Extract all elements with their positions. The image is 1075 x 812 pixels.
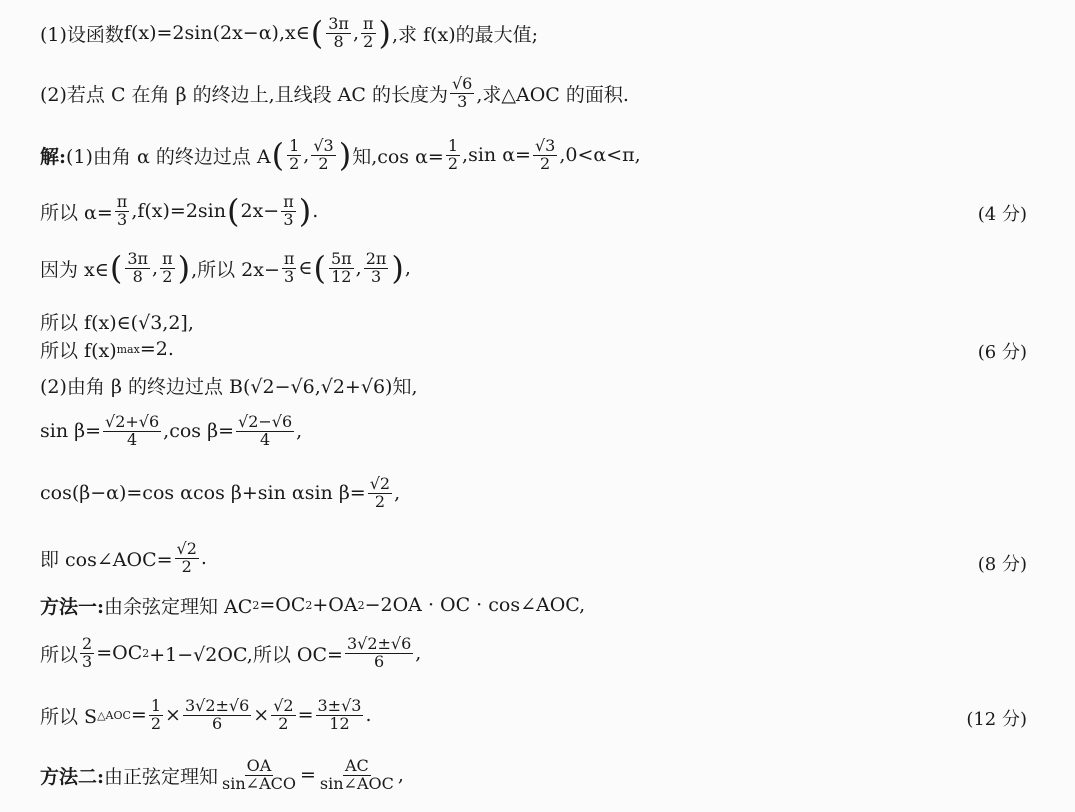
fraction bbox=[175, 538, 199, 576]
text: 因为 x∈ bbox=[40, 258, 109, 281]
text: (1)由角 α 的终边过点 A bbox=[66, 145, 271, 168]
q1-suffix: ,求 f(x)的最大值; bbox=[392, 23, 539, 46]
denominator: 2 bbox=[150, 713, 162, 733]
superscript: 2 bbox=[252, 598, 260, 612]
denominator: 2 bbox=[363, 31, 374, 51]
numerator: π bbox=[283, 248, 295, 268]
solution-line-13 bbox=[40, 752, 404, 798]
numerator: 5π bbox=[330, 248, 352, 268]
text: 所以 bbox=[40, 643, 79, 666]
numerator: AC bbox=[344, 755, 369, 775]
text: , bbox=[404, 257, 411, 279]
numerator: √2 bbox=[369, 473, 391, 493]
fraction bbox=[326, 13, 351, 51]
text: +1−√2OC,所以 OC= bbox=[149, 643, 343, 666]
numerator: 1 bbox=[289, 135, 300, 155]
fraction bbox=[361, 13, 376, 51]
text: (2)由角 β 的终边过点 B(√2−√6,√2+√6)知, bbox=[40, 375, 418, 398]
text: 所以 S bbox=[40, 705, 98, 728]
solution-line-9 bbox=[40, 535, 207, 581]
subscript: max bbox=[116, 342, 140, 356]
text: 由余弦定理知 AC bbox=[104, 595, 253, 618]
score-label: (8 分) bbox=[977, 554, 1027, 575]
text: +OA bbox=[312, 594, 358, 616]
fraction bbox=[533, 135, 557, 173]
numerator: √2+√6 bbox=[105, 411, 160, 431]
fraction bbox=[287, 135, 301, 173]
denominator: 3 bbox=[370, 266, 382, 286]
fraction bbox=[281, 191, 296, 229]
text: . bbox=[200, 547, 207, 569]
question-2 bbox=[40, 70, 629, 116]
denominator: 2 bbox=[540, 153, 551, 173]
fraction bbox=[125, 248, 150, 286]
text: 由正弦定理知 bbox=[104, 765, 219, 788]
denominator: 4 bbox=[127, 429, 138, 449]
fraction bbox=[103, 411, 161, 449]
text: = bbox=[299, 764, 316, 786]
q1-body: f(x)=2sin(2x−α),x∈ bbox=[123, 22, 310, 44]
paren-open: ( bbox=[313, 249, 326, 287]
text: , bbox=[296, 420, 303, 442]
text: = bbox=[130, 704, 147, 726]
denominator: 3 bbox=[284, 266, 295, 286]
text: −2OA · OC · cos∠AOC, bbox=[364, 594, 586, 616]
score-label: (6 分) bbox=[977, 342, 1027, 363]
fraction bbox=[450, 73, 474, 111]
numerator: 3√2±√6 bbox=[184, 695, 250, 715]
text: , bbox=[394, 482, 401, 504]
fraction bbox=[345, 633, 413, 671]
paren-close: ) bbox=[378, 14, 391, 52]
fraction bbox=[160, 248, 175, 286]
numerator: √2−√6 bbox=[238, 411, 293, 431]
text: 所以 α= bbox=[40, 201, 113, 224]
text: , bbox=[397, 764, 404, 786]
numerator: 1 bbox=[447, 135, 459, 155]
numerator: 1 bbox=[150, 695, 162, 715]
fraction bbox=[311, 135, 335, 173]
numerator: π bbox=[116, 191, 128, 211]
text: ,cos β= bbox=[163, 420, 234, 442]
paren-open: ( bbox=[227, 192, 240, 230]
paren-open: ( bbox=[310, 14, 324, 52]
denominator: 2 bbox=[181, 556, 192, 576]
denominator: 6 bbox=[374, 651, 385, 671]
text: 2x− bbox=[240, 200, 280, 222]
numerator: 3√2±√6 bbox=[346, 633, 412, 653]
denominator: 12 bbox=[329, 713, 350, 733]
text: =OC bbox=[259, 594, 306, 616]
question-1: (1)设函数 f(x)=2sin(2x−α),x∈ ( $\frac{3\pi}{8}$ , $\frac{\pi}{2}$ ) ,求 f(x)的最大值; bbox=[40, 13, 539, 52]
solution-line-8 bbox=[40, 470, 400, 516]
fraction bbox=[183, 695, 251, 733]
denominator: 8 bbox=[333, 31, 344, 51]
denominator: 3 bbox=[116, 209, 128, 229]
numerator: OA bbox=[246, 755, 272, 775]
solution-line-3: 因为 x∈ ( $\frac{3\pi}{8}$ , $\frac{\pi}{2}$ ) ,所以 2x− $\frac{\pi}{3}$ ∈ ( $\frac{5\pi}{12}$ , $\frac{2\pi}{3}$ ) , bbox=[40, 248, 411, 287]
numerator: π bbox=[162, 248, 173, 268]
text: × bbox=[165, 704, 181, 726]
solution-line-7 bbox=[40, 408, 302, 454]
denominator: 6 bbox=[212, 713, 223, 733]
denominator: 2 bbox=[162, 266, 173, 286]
fraction bbox=[80, 633, 94, 671]
numerator: 2π bbox=[365, 248, 387, 268]
denominator: 12 bbox=[331, 266, 352, 286]
text: . bbox=[312, 200, 319, 222]
paren-close: ) bbox=[298, 192, 312, 230]
fraction bbox=[236, 411, 294, 449]
numerator: √6 bbox=[451, 73, 473, 93]
numerator: √2 bbox=[176, 538, 197, 558]
denominator: 3 bbox=[457, 91, 468, 111]
text: 即 cos∠AOC= bbox=[40, 548, 173, 571]
text: . bbox=[365, 704, 372, 726]
denominator: sin∠ACO bbox=[222, 773, 296, 793]
denominator: 4 bbox=[259, 429, 271, 449]
solution-line-1: 解: (1)由角 α 的终边过点 A ( $\frac{1}{2}$ , $\frac{√3}{2}$ ) 知,cos α= $\frac{1}{2}$ ,sin α= $\frac{√3}{2}$ ,0<α<π, bbox=[40, 135, 641, 174]
fraction bbox=[115, 191, 130, 229]
denominator: 2 bbox=[278, 713, 289, 733]
text: 所以 f(x) bbox=[40, 339, 117, 362]
text: = bbox=[297, 704, 314, 726]
text: ,f(x)=2sin bbox=[131, 200, 226, 222]
text: =OC bbox=[96, 642, 143, 664]
subscript: △AOC bbox=[97, 708, 131, 722]
superscript: 2 bbox=[305, 598, 313, 612]
solution-line-2 bbox=[40, 188, 318, 234]
q2-prefix: (2)若点 C 在角 β 的终边上,且线段 AC 的长度为 bbox=[40, 83, 448, 106]
fraction bbox=[149, 695, 163, 733]
denominator: 3 bbox=[82, 651, 93, 671]
method-label: 方法一: bbox=[40, 595, 105, 618]
paren-open: ( bbox=[271, 136, 285, 174]
numerator: 3π bbox=[328, 13, 349, 33]
text: ,所以 2x− bbox=[191, 258, 280, 281]
denominator: 2 bbox=[289, 153, 300, 173]
paren-close: ) bbox=[391, 249, 404, 287]
fraction bbox=[318, 755, 396, 793]
solution-line-10 bbox=[40, 582, 585, 628]
denominator: 8 bbox=[132, 266, 143, 286]
numerator: 3π bbox=[127, 248, 149, 268]
solution-label: 解: bbox=[40, 145, 67, 168]
paren-close: ) bbox=[177, 249, 191, 287]
score-label: (4 分) bbox=[977, 204, 1027, 225]
fraction bbox=[364, 248, 389, 286]
fraction bbox=[316, 695, 364, 733]
text: =2. bbox=[139, 338, 174, 360]
fraction bbox=[271, 695, 295, 733]
denominator: 2 bbox=[447, 153, 459, 173]
text: × bbox=[253, 704, 270, 726]
text: ,sin α= bbox=[462, 144, 531, 166]
text: 知,cos α= bbox=[352, 145, 444, 168]
superscript: 2 bbox=[142, 646, 150, 660]
text: ∈ bbox=[298, 257, 313, 279]
text: cos(β−α)=cos αcos β+sin αsin β= bbox=[40, 482, 366, 504]
solution-line-6 bbox=[40, 362, 418, 408]
numerator: 2 bbox=[82, 633, 93, 653]
numerator: π bbox=[283, 191, 294, 211]
denominator: 3 bbox=[283, 209, 294, 229]
text: sin β= bbox=[40, 420, 102, 442]
denominator: 2 bbox=[374, 491, 386, 511]
numerator: π bbox=[363, 13, 374, 33]
fraction bbox=[282, 248, 297, 286]
numerator: √3 bbox=[313, 135, 334, 155]
numerator: 3±√3 bbox=[317, 695, 362, 715]
text: ,0<α<π, bbox=[559, 144, 641, 166]
solution-line-11 bbox=[40, 630, 421, 676]
q2-suffix: ,求△AOC 的面积. bbox=[476, 83, 629, 106]
method-label: 方法二: bbox=[40, 765, 105, 788]
denominator: 2 bbox=[318, 153, 329, 173]
text: 所以 f(x)∈(√3,2], bbox=[40, 311, 194, 334]
text: , bbox=[415, 642, 422, 664]
denominator: sin∠AOC bbox=[319, 773, 394, 793]
fraction bbox=[446, 135, 460, 173]
numerator: √3 bbox=[534, 135, 556, 155]
paren-open: ( bbox=[109, 249, 123, 287]
superscript: 2 bbox=[357, 598, 365, 612]
solution-line-12 bbox=[40, 692, 372, 738]
q1-prefix: (1)设函数 bbox=[40, 23, 124, 46]
numerator: √2 bbox=[273, 695, 294, 715]
fraction bbox=[220, 755, 298, 793]
fraction bbox=[329, 248, 354, 286]
score-label: (12 分) bbox=[966, 709, 1027, 730]
fraction bbox=[368, 473, 392, 511]
paren-close: ) bbox=[338, 136, 352, 174]
